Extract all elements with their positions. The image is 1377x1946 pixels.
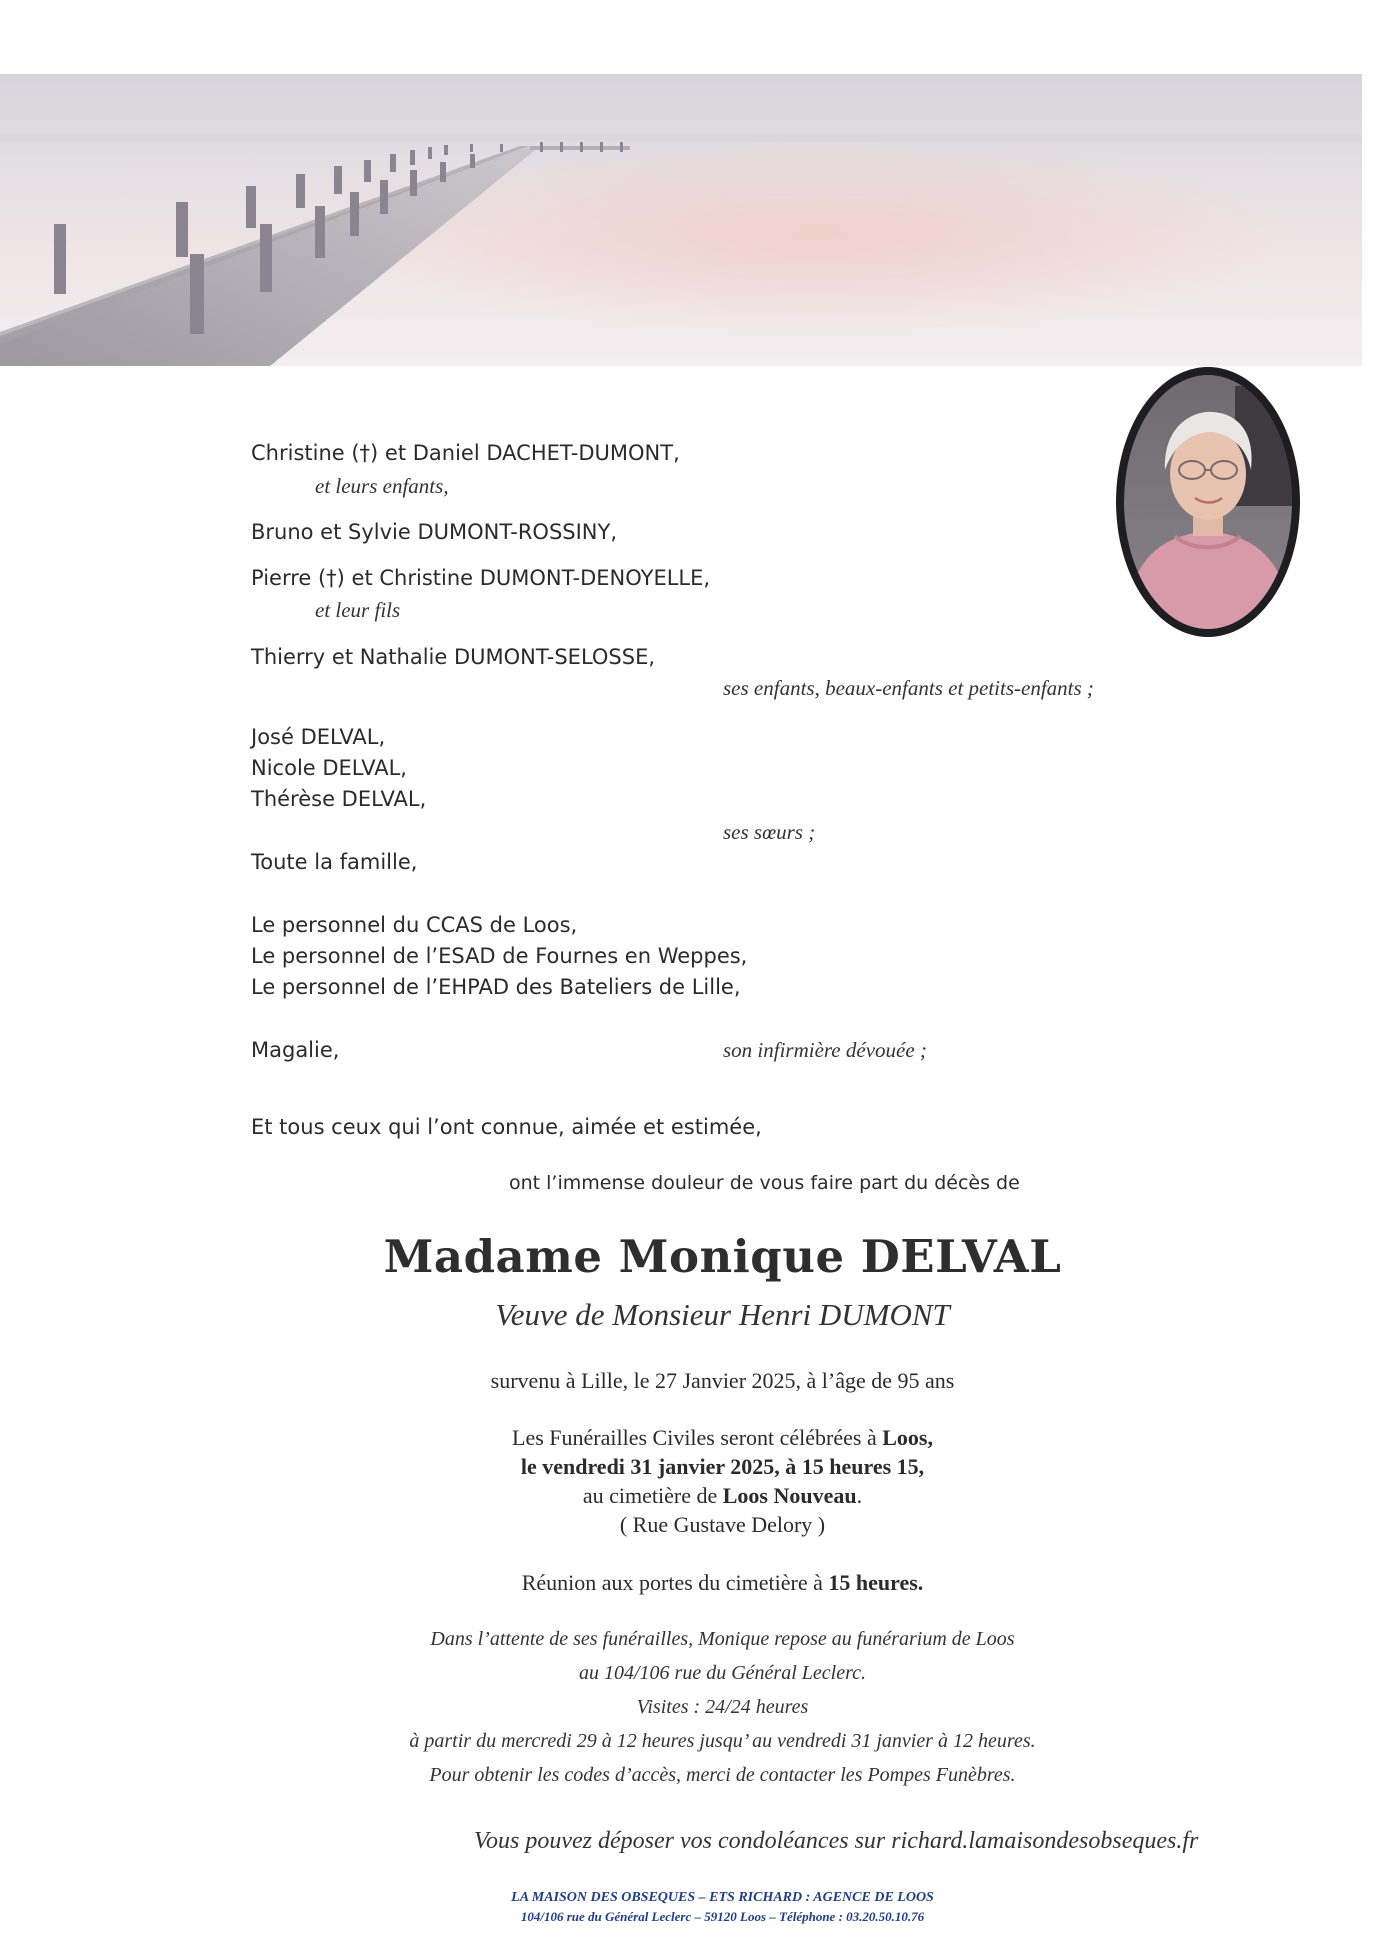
deceased-portrait-photo [1115,366,1301,638]
staff-ccas-loos: Le personnel du CCAS de Loos, [251,913,578,937]
sisters-role-label: ses sœurs ; [723,820,816,844]
footer-agency-address: 104/106 rue du Général Leclerc – 59120 Loos – Téléphone : 03.20.50.10.76 [520,1909,925,1924]
meeting-time: 15 heures. [828,1570,924,1595]
family-line-dumont-rossiny: Bruno et Sylvie DUMONT-ROSSINY, [251,520,618,544]
meeting-prefix: Réunion aux portes du cimetière à [521,1570,829,1595]
funeral-cemetery-suffix: . [856,1483,863,1508]
funeral-line-1 [512,1425,933,1450]
whole-family-line: Toute la famille, [251,850,418,874]
staff-ehpad-bateliers: Le personnel de l’EHPAD des Bateliers de Lille, [251,975,741,999]
funeral-date-time: le vendredi 31 janvier 2025, à 15 heures 15, [520,1454,925,1479]
funeral-cemetery-prefix: au cimetière de [582,1483,723,1508]
family-line-dumont-denoyelle-son: et leur fils [315,598,401,622]
funeral-line-3 [583,1483,862,1508]
meeting-line [522,1570,924,1595]
visitation-line-4: à partir du mercredi 29 à 12 heures jusqu’ au vendredi 31 janvier à 12 heures. [409,1730,1036,1752]
condolences-line: Vous pouvez déposer vos condoléances sur richard.lamaisondesobseques.fr [474,1828,1199,1854]
family-line-dachet-dumont-children: et leurs enfants, [315,474,449,498]
visitation-line-3: Visites : 24/24 heures [636,1696,809,1718]
announcement-intro: ont l’immense douleur de vous faire part du décès de [509,1172,1020,1194]
sister-nicole-delval: Nicole DELVAL, [251,756,407,780]
header-banner-jetty-image [0,74,1362,366]
death-info-line: survenu à Lille, le 27 Janvier 2025, à l’âge de 95 ans [490,1368,955,1393]
visitation-line-1: Dans l’attente de ses funérailles, Monique repose au funérarium de Loos [430,1628,1015,1650]
visitation-line-2: au 104/106 rue du Général Leclerc. [579,1662,866,1684]
children-role-label: ses enfants, beaux-enfants et petits-enfants ; [723,676,1094,700]
sister-jose-delval: José DELVAL, [251,725,386,749]
footer-agency-name: LA MAISON DES OBSEQUES – ETS RICHARD : AGENCE DE LOOS [511,1890,934,1905]
all-others-line: Et tous ceux qui l’ont connue, aimée et estimée, [251,1115,762,1139]
funeral-cemetery-name: Loos Nouveau [722,1483,857,1508]
funeral-place-loos: Loos, [882,1425,933,1450]
widow-of-line: Veuve de Monsieur Henri DUMONT [495,1297,950,1332]
sister-therese-delval: Thérèse DELVAL, [251,787,427,811]
family-line-dumont-selosse: Thierry et Nathalie DUMONT-SELOSSE, [251,645,656,669]
family-line-dachet-dumont: Christine (†) et Daniel DACHET-DUMONT, [251,441,680,465]
nurse-name: Magalie, [251,1038,340,1062]
nurse-role-label: son infirmière dévouée ; [723,1038,927,1062]
funeral-line-1-text: Les Funérailles Civiles seront célébrées à [512,1425,883,1450]
funeral-street: ( Rue Gustave Delory ) [619,1512,826,1537]
family-line-dumont-denoyelle: Pierre (†) et Christine DUMONT-DENOYELLE, [251,566,711,590]
staff-esad-fournes: Le personnel de l’ESAD de Fournes en Weppes, [251,944,748,968]
deceased-name-title: Madame Monique DELVAL [383,1230,1062,1283]
visitation-line-5: Pour obtenir les codes d’accès, merci de contacter les Pompes Funèbres. [429,1764,1016,1786]
